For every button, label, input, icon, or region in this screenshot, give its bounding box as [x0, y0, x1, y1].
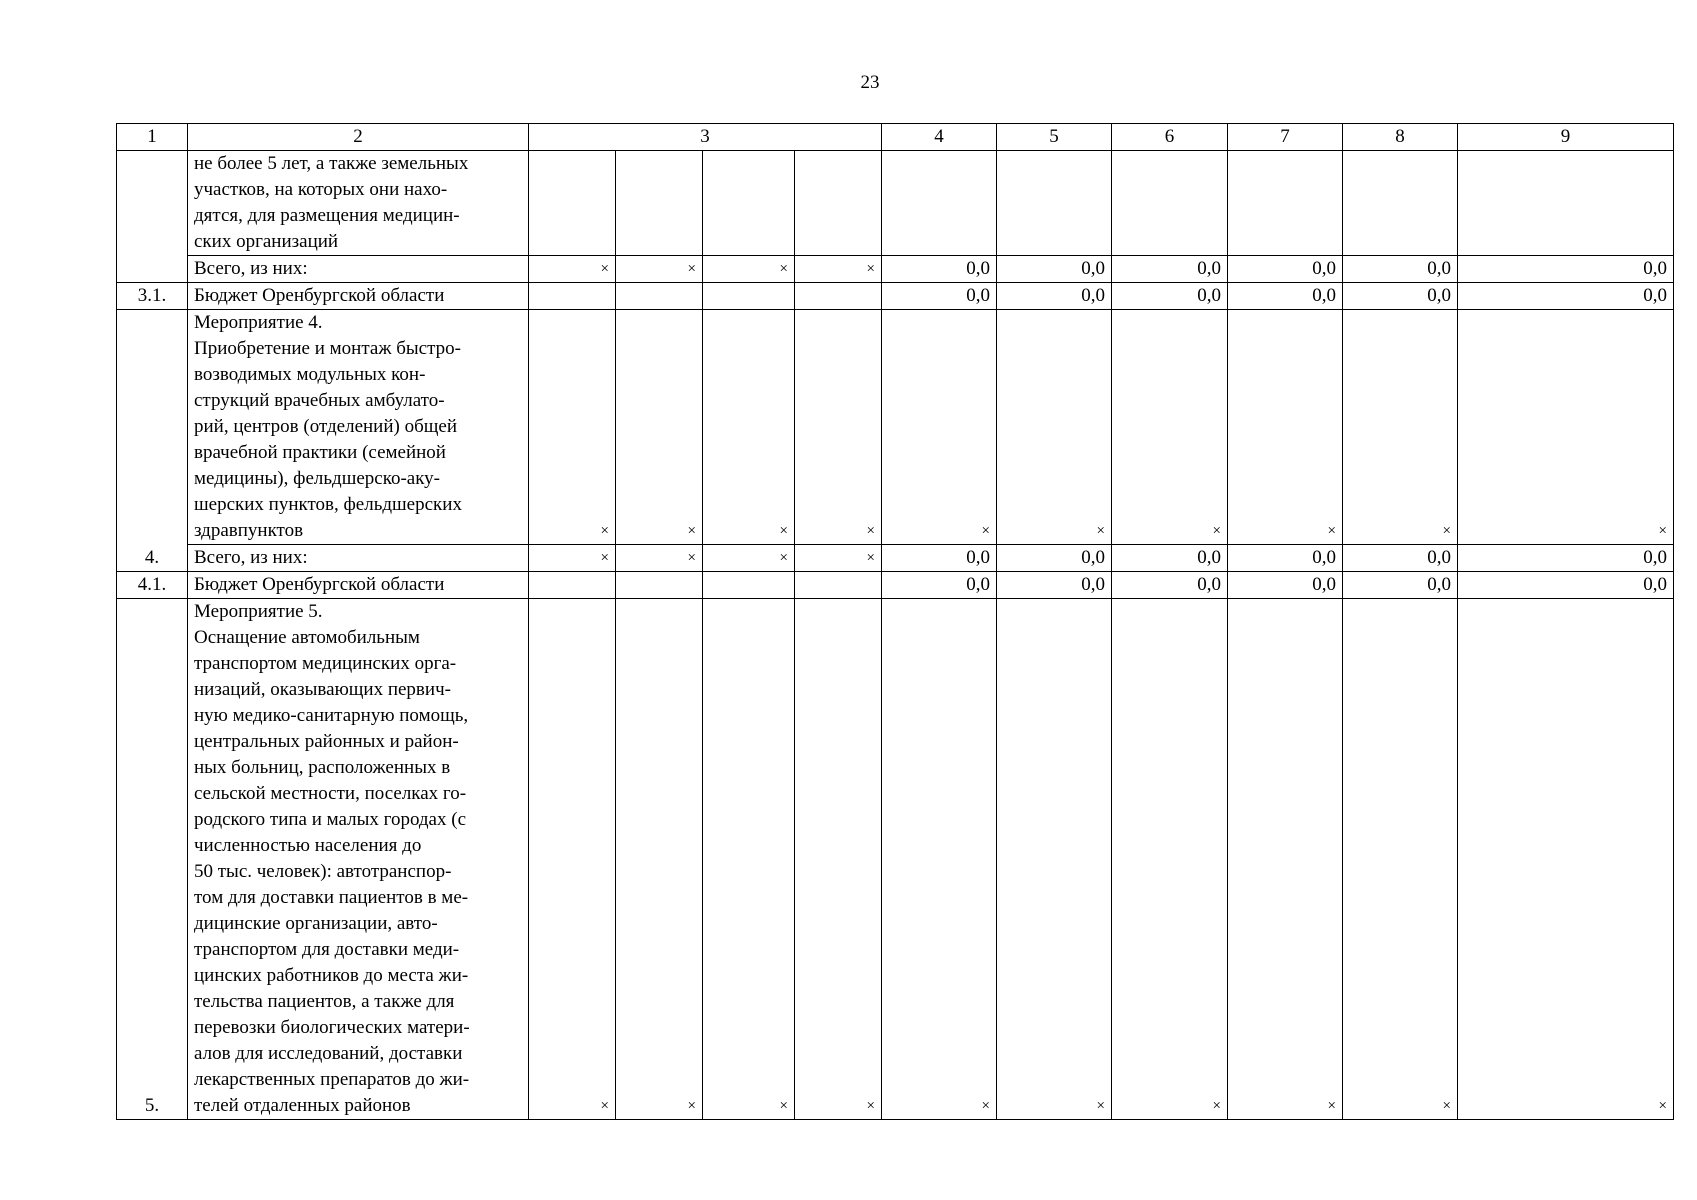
na-mark: ×	[1343, 310, 1458, 545]
page-number: 23	[860, 72, 880, 93]
header-col-3: 3	[529, 124, 882, 151]
na-mark: ×	[795, 599, 882, 1120]
row-description: не более 5 лет, а также земельных участков, на которых они нахо- дятся, для размещения медицин- ских организаций	[188, 151, 529, 256]
row-description: Всего, из них:	[188, 545, 529, 572]
na-mark: ×	[795, 256, 882, 283]
cell	[795, 151, 882, 256]
na-mark: ×	[1458, 599, 1674, 1120]
cell	[616, 283, 703, 310]
table-row	[117, 572, 1674, 599]
na-mark: ×	[529, 256, 616, 283]
na-mark: ×	[1343, 599, 1458, 1120]
value-cell: 0,0	[882, 572, 997, 599]
header-col-1: 1	[117, 124, 188, 151]
na-mark: ×	[882, 599, 997, 1120]
value-cell: 0,0	[1112, 545, 1228, 572]
na-mark: ×	[529, 310, 616, 545]
cell	[1343, 151, 1458, 256]
value-cell: 0,0	[997, 283, 1112, 310]
value-cell: 0,0	[882, 545, 997, 572]
na-mark: ×	[616, 599, 703, 1120]
row-description: Бюджет Оренбургской области	[188, 283, 529, 310]
row-number: 4.1.	[117, 572, 188, 599]
na-mark: ×	[1228, 310, 1343, 545]
value-cell: 0,0	[1228, 283, 1343, 310]
value-cell: 0,0	[1228, 572, 1343, 599]
value-cell: 0,0	[997, 545, 1112, 572]
na-mark: ×	[1458, 310, 1674, 545]
row-number: 5.	[117, 599, 188, 1120]
cell	[795, 283, 882, 310]
na-mark: ×	[1112, 599, 1228, 1120]
na-mark: ×	[616, 310, 703, 545]
value-cell: 0,0	[1112, 572, 1228, 599]
header-col-9: 9	[1458, 124, 1674, 151]
na-mark: ×	[997, 599, 1112, 1120]
value-cell: 0,0	[1343, 256, 1458, 283]
value-cell: 0,0	[1458, 545, 1674, 572]
na-mark: ×	[703, 599, 795, 1120]
header-col-4: 4	[882, 124, 997, 151]
value-cell: 0,0	[1112, 256, 1228, 283]
value-cell: 0,0	[882, 283, 997, 310]
na-mark: ×	[616, 545, 703, 572]
na-mark: ×	[795, 545, 882, 572]
value-cell: 0,0	[1458, 283, 1674, 310]
na-mark: ×	[1112, 310, 1228, 545]
na-mark: ×	[795, 310, 882, 545]
table-row	[117, 310, 1674, 545]
row-number: 4.	[117, 310, 188, 572]
na-mark: ×	[703, 256, 795, 283]
value-cell: 0,0	[1343, 283, 1458, 310]
na-mark: ×	[997, 310, 1112, 545]
value-cell: 0,0	[1458, 256, 1674, 283]
cell	[882, 151, 997, 256]
cell	[616, 572, 703, 599]
header-col-5: 5	[997, 124, 1112, 151]
row-number: 3.1.	[117, 283, 188, 310]
table-row-total	[117, 256, 1674, 283]
na-mark: ×	[529, 599, 616, 1120]
row-description: Бюджет Оренбургской области	[188, 572, 529, 599]
cell	[1458, 151, 1674, 256]
row-number	[117, 151, 188, 283]
cell	[1112, 151, 1228, 256]
header-col-2: 2	[188, 124, 529, 151]
value-cell: 0,0	[1458, 572, 1674, 599]
value-cell: 0,0	[1343, 572, 1458, 599]
header-col-6: 6	[1112, 124, 1228, 151]
na-mark: ×	[616, 256, 703, 283]
na-mark: ×	[1228, 599, 1343, 1120]
table-row-total	[117, 545, 1674, 572]
budget-table	[116, 123, 1674, 1120]
na-mark: ×	[882, 310, 997, 545]
cell	[529, 572, 616, 599]
cell	[1228, 151, 1343, 256]
cell	[529, 283, 616, 310]
na-mark: ×	[703, 310, 795, 545]
na-mark: ×	[529, 545, 616, 572]
cell	[529, 151, 616, 256]
table-row	[117, 283, 1674, 310]
row-description: Всего, из них:	[188, 256, 529, 283]
value-cell: 0,0	[1112, 283, 1228, 310]
cell	[703, 283, 795, 310]
table-row	[117, 599, 1674, 1120]
cell	[795, 572, 882, 599]
table-row	[117, 151, 1674, 256]
row-description: Мероприятие 4. Приобретение и монтаж быстро- возводимых модульных кон- струкций врачебных амбулато- рий, центров (отделений) общей врачебной практики (семейной медицины), фельдшерско-аку- шерских пунктов, фельдшерских здравпунктов	[188, 310, 529, 545]
row-description: Мероприятие 5. Оснащение автомобильным транспортом медицинских орга- низаций, оказывающих первич- ную медико-санитарную помощь, центральных районных и район- ных больниц, расположенных в сельской местности, поселках го- родского типа и малых городах (с численностью населения до 50 тыс. человек): автотранспор- том для доставки пациентов в ме- дицинские организации, авто- транспортом для доставки меди- цинских работников до места жи- тельства пациентов, а также для перевозки биологических матери- алов для исследований, доставки лекарственных препаратов до жи- телей отдаленных районов	[188, 599, 529, 1120]
cell	[703, 151, 795, 256]
cell	[616, 151, 703, 256]
value-cell: 0,0	[882, 256, 997, 283]
header-row	[117, 124, 1674, 151]
value-cell: 0,0	[1228, 545, 1343, 572]
value-cell: 0,0	[997, 572, 1112, 599]
value-cell: 0,0	[1343, 545, 1458, 572]
cell	[997, 151, 1112, 256]
value-cell: 0,0	[997, 256, 1112, 283]
value-cell: 0,0	[1228, 256, 1343, 283]
na-mark: ×	[703, 545, 795, 572]
header-col-8: 8	[1343, 124, 1458, 151]
cell	[703, 572, 795, 599]
header-col-7: 7	[1228, 124, 1343, 151]
